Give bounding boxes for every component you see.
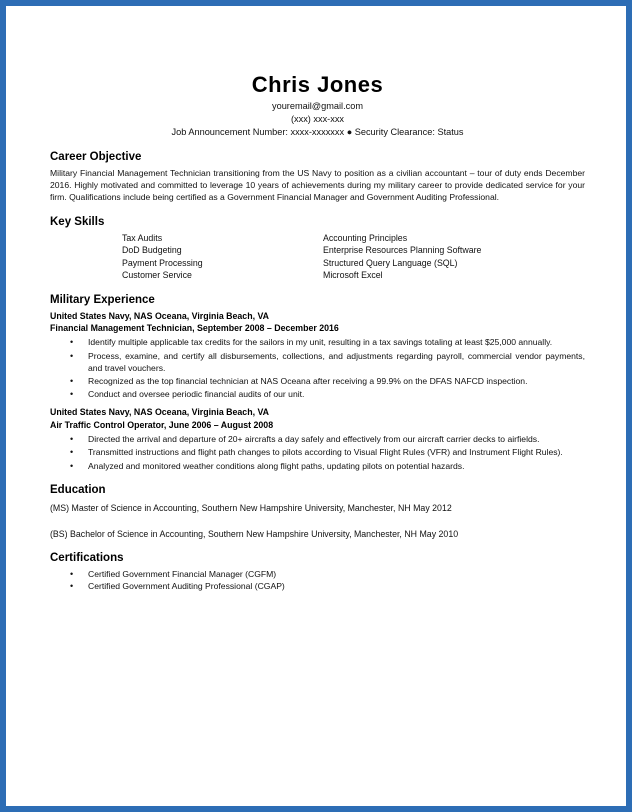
job-organization: United States Navy, NAS Oceana, Virginia Beach, VA: [50, 310, 270, 321]
email: youremail@gmail.com: [271, 101, 364, 111]
list-item: • Conduct and oversee periodic financial audits of our unit.: [50, 388, 585, 400]
resume-document: [50, 72, 585, 593]
education-entry: (BS) Bachelor of Science in Accounting, Southern New Hampshire University, Manchester, NH May 2010: [50, 528, 459, 539]
list-item: • Transmitted instructions and flight path changes to pilots according to Visual Flight Rules (VFR) and Instrument Flight Rules).: [50, 446, 585, 458]
job-entry: [50, 310, 585, 401]
list-item: • Identify multiple applicable tax credits for the sailors in my unit, resulting in a tax savings totaling at least $25,000 annually.: [50, 336, 585, 348]
job-role: Air Traffic Control Operator, June 2006 – August 2008: [50, 419, 274, 430]
job-role: Financial Management Technician, September 2008 – December 2016: [50, 323, 339, 334]
skill-item: DoD Budgeting: [122, 245, 182, 256]
certifications-heading: Certifications: [50, 551, 124, 564]
skill-item: Tax Audits: [122, 232, 163, 243]
job-entry: [50, 406, 585, 471]
objective-text: Military Financial Management Technician transitioning from the US Navy to position as a civilian accountant – tour of duty ends December 2016. Highly motivated and committed to leverage 10 years of achievements during my military career to provide dedicated service for your firm. Qualifications include being certified as a Government Financial Manager and Government Auditing Professional.: [50, 168, 585, 203]
certifications-list: [50, 568, 585, 593]
skill-item: Payment Processing: [122, 257, 203, 268]
skill-item: Customer Service: [122, 270, 192, 281]
job-announcement-line: Job Announcement Number: xxxx-xxxxxxx ● Security Clearance: Status: [171, 127, 464, 137]
education-entry: (MS) Master of Science in Accounting, Southern New Hampshire University, Manchester, NH May 2012: [50, 502, 452, 513]
job-bullets: [50, 433, 585, 472]
skills-left-column: [122, 232, 203, 282]
skills-right-column: [323, 232, 481, 282]
list-item: • Recognized as the top financial technician at NAS Oceana after receiving a 99.9% on the DFAS NAFCD inspection.: [50, 375, 585, 387]
skills-heading: Key Skills: [50, 215, 105, 228]
job-bullets: [50, 336, 585, 400]
skill-item: Structured Query Language (SQL): [323, 257, 458, 268]
education-heading: Education: [50, 483, 106, 496]
skill-item: Enterprise Resources Planning Software: [323, 245, 482, 256]
phone: (xxx) xxx-xxx: [290, 114, 345, 124]
skills-grid: [50, 232, 585, 282]
skill-item: Accounting Principles: [323, 232, 408, 243]
list-item: • Analyzed and monitored weather conditions along flight paths, updating pilots on potential hazards.: [50, 460, 585, 472]
list-item: • Process, examine, and certify all disbursements, collections, and adjustments regarding payroll, commercial vendor payments, and travel vouchers.: [50, 350, 585, 374]
list-item: • Certified Government Auditing Professional (CGAP): [50, 580, 585, 592]
skill-item: Microsoft Excel: [323, 270, 383, 281]
candidate-name: Chris Jones: [251, 72, 384, 97]
objective-heading: Career Objective: [50, 151, 142, 163]
experience-heading: Military Experience: [50, 293, 155, 306]
list-item: • Directed the arrival and departure of 20+ aircrafts a day safely and effectively from our aircraft carrier decks to airfields.: [50, 433, 585, 445]
job-organization: United States Navy, NAS Oceana, Virginia Beach, VA: [50, 407, 270, 418]
list-item: • Certified Government Financial Manager (CGFM): [50, 568, 585, 580]
